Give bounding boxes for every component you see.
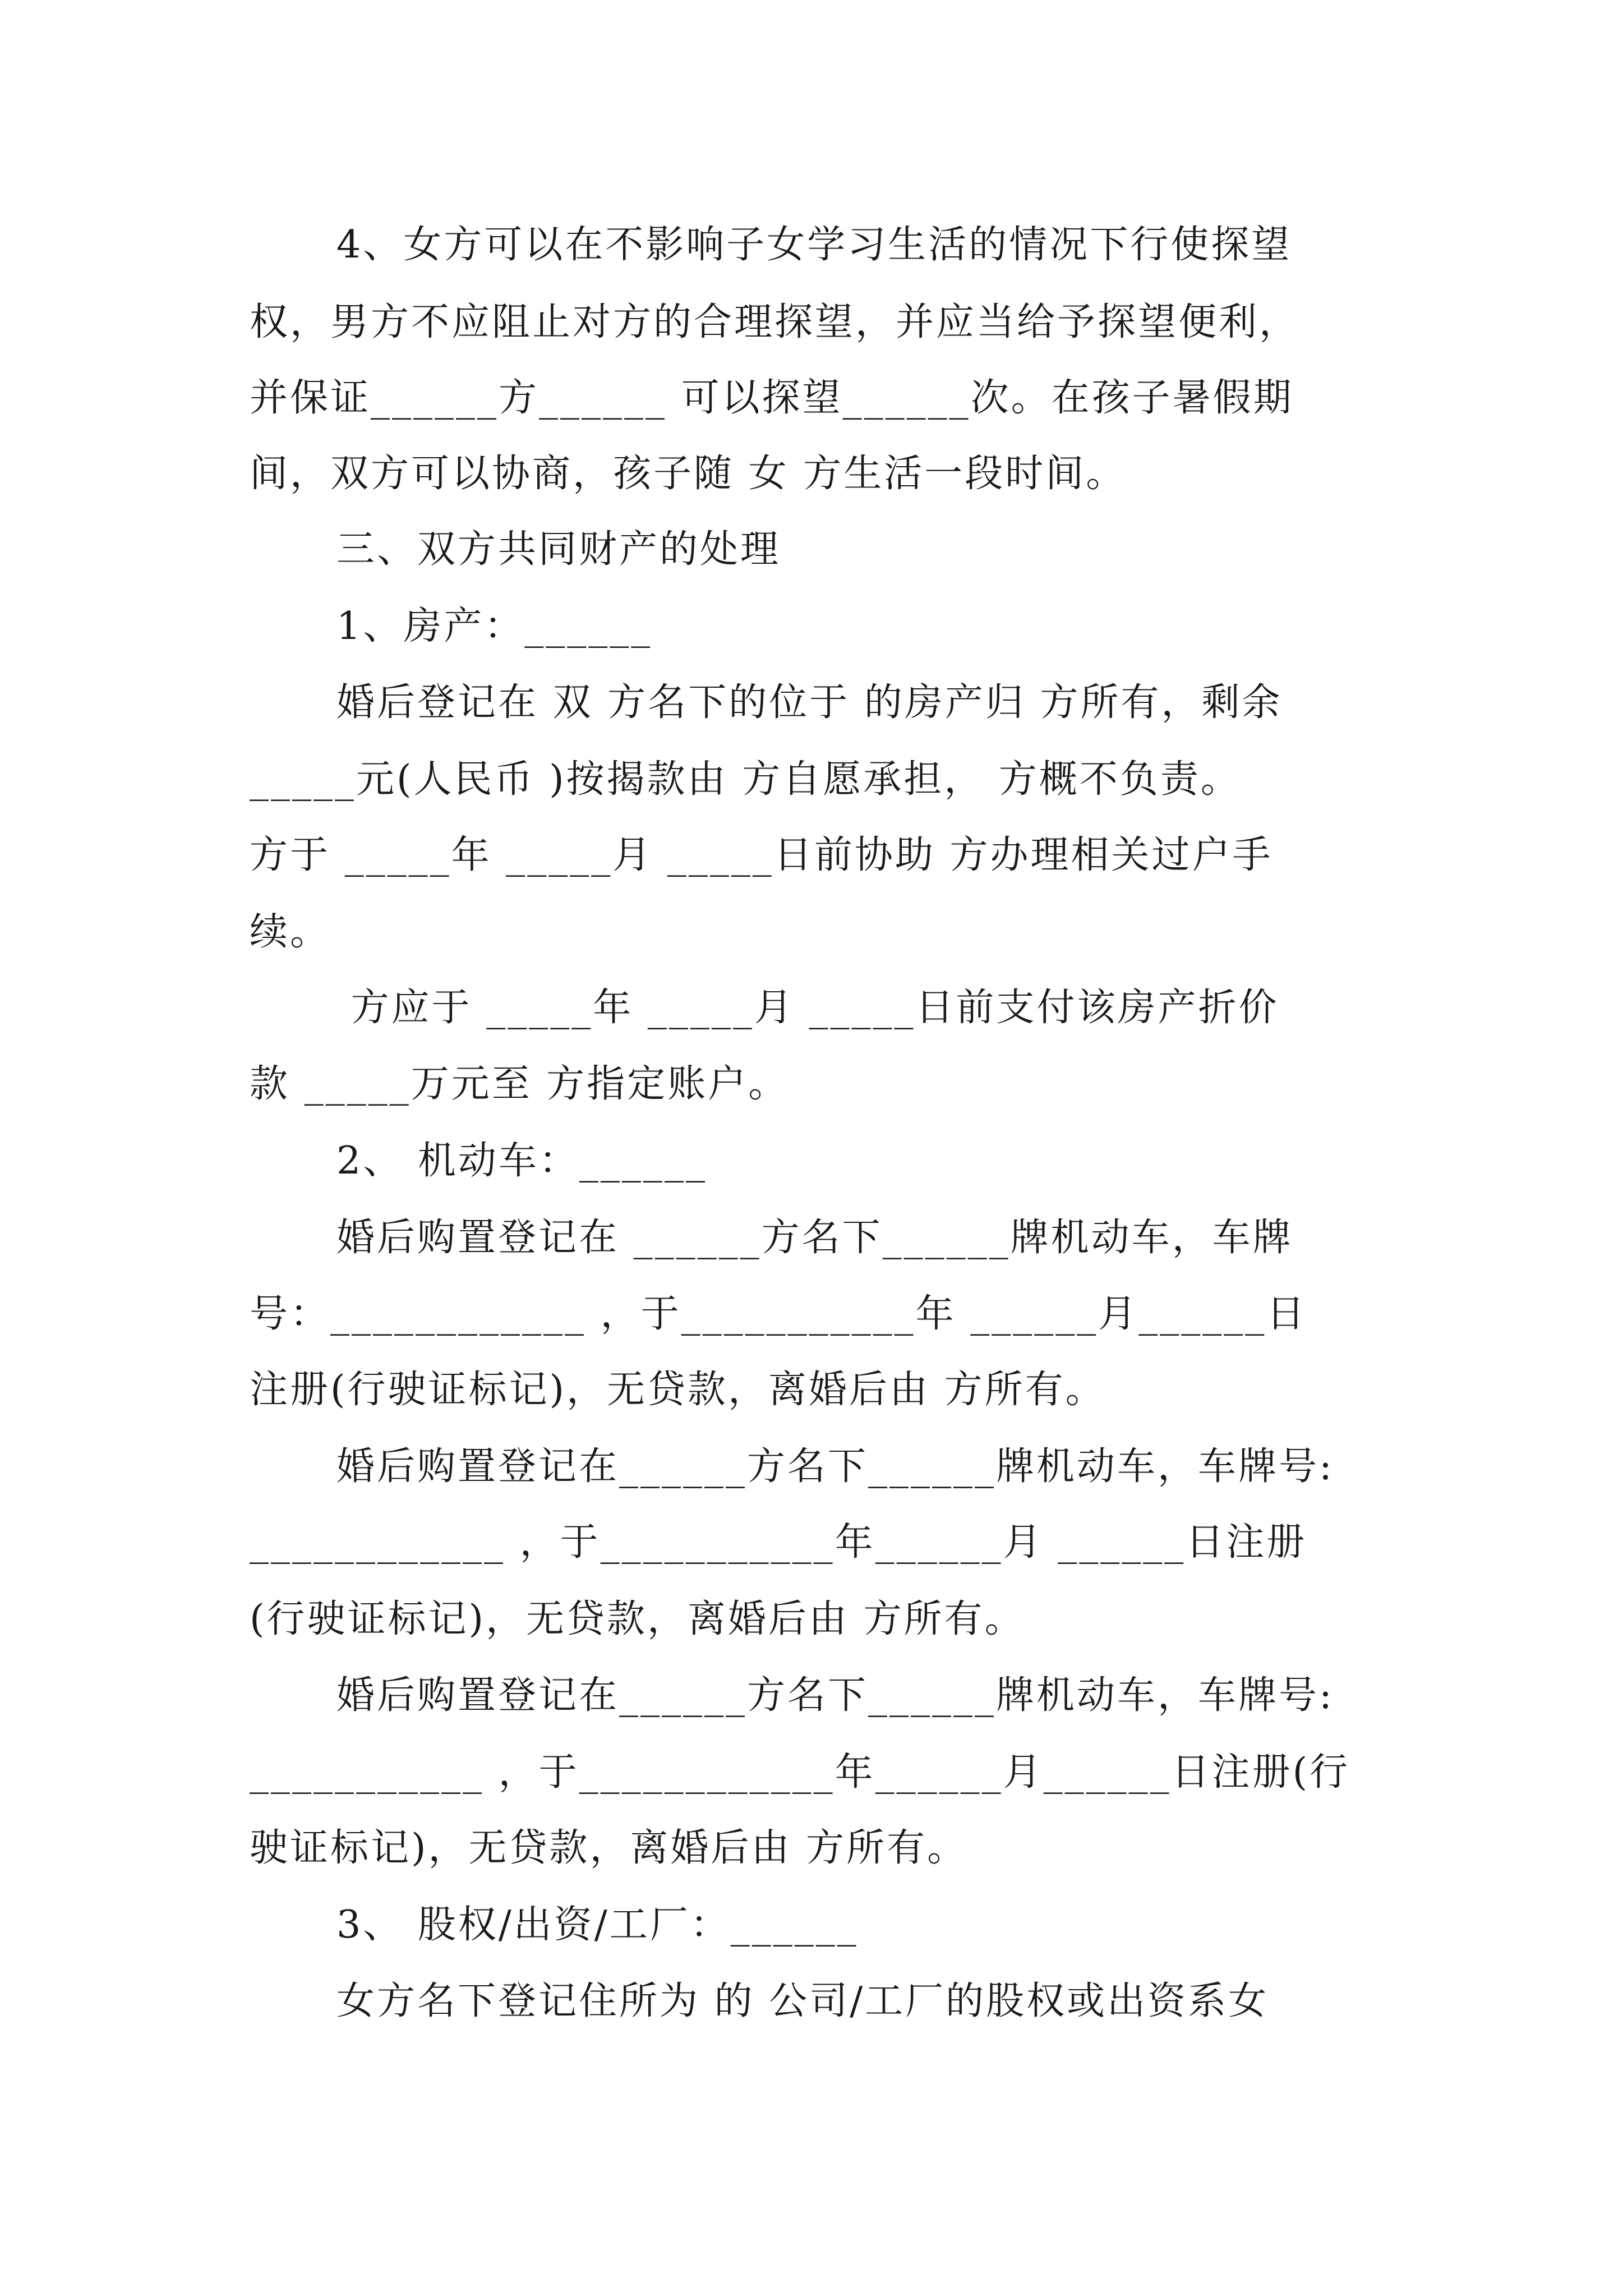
- subsection-heading: 1、房产：______: [336, 604, 653, 648]
- paragraph-line: ____________ ，于___________年______月 ______日注册: [250, 1520, 1307, 1565]
- paragraph-line: 并保证______方______ 可以探望______次。在孩子暑假期: [250, 376, 1294, 420]
- paragraph-line: 方应于 _____年 _____月 _____日前支付该房产折价: [336, 986, 1279, 1030]
- paragraph-line: 女方名下登记住所为 的 公司/工厂的股权或出资系女: [336, 1979, 1269, 2023]
- subsection-heading: 3、 股权/出资/工厂：______: [336, 1903, 859, 1947]
- paragraph-line: 方于 _____年 _____月 _____日前协助 方办理相关过户手: [250, 833, 1273, 877]
- paragraph-line: (行驶证标记)，无贷款，离婚后由 方所有。: [250, 1597, 1025, 1641]
- paragraph-line: 婚后购置登记在 ______方名下______牌机动车，车牌: [336, 1216, 1293, 1260]
- subsection-heading: 2、 机动车：______: [336, 1139, 707, 1183]
- paragraph-line: 权，男方不应阻止对方的合理探望，并应当给予探望便利，: [250, 300, 1300, 344]
- paragraph-line: 间，双方可以协商，孩子随 女 方生活一段时间。: [250, 452, 1127, 496]
- paragraph-line: 款 _____万元至 方指定账户。: [250, 1062, 789, 1106]
- paragraph-line: ___________ ，于____________年______月______日注册(行: [250, 1750, 1350, 1795]
- section-heading: 三、双方共同财产的处理: [336, 527, 781, 572]
- paragraph-line: 4、女方可以在不影响子女学习生活的情况下行使探望: [336, 223, 1292, 267]
- paragraph-line: 驶证标记)，无贷款，离婚后由 方所有。: [250, 1826, 968, 1870]
- paragraph-line: 注册(行驶证标记)，无贷款，离婚后由 方所有。: [250, 1368, 1106, 1412]
- paragraph-line: 婚后购置登记在______方名下______牌机动车，车牌号:: [336, 1444, 1334, 1489]
- paragraph-line: 续。: [250, 910, 331, 954]
- paragraph-line: 号：____________ ，于___________年 ______月______日: [250, 1292, 1307, 1336]
- paragraph-line: 婚后购置登记在______方名下______牌机动车，车牌号:: [336, 1673, 1334, 1718]
- paragraph-line: 婚后登记在 双 方名下的位于 的房产归 方所有，剩余: [336, 680, 1283, 725]
- paragraph-line: _____元(人民币 )按揭款由 方自愿承担， 方概不负责。: [250, 757, 1241, 802]
